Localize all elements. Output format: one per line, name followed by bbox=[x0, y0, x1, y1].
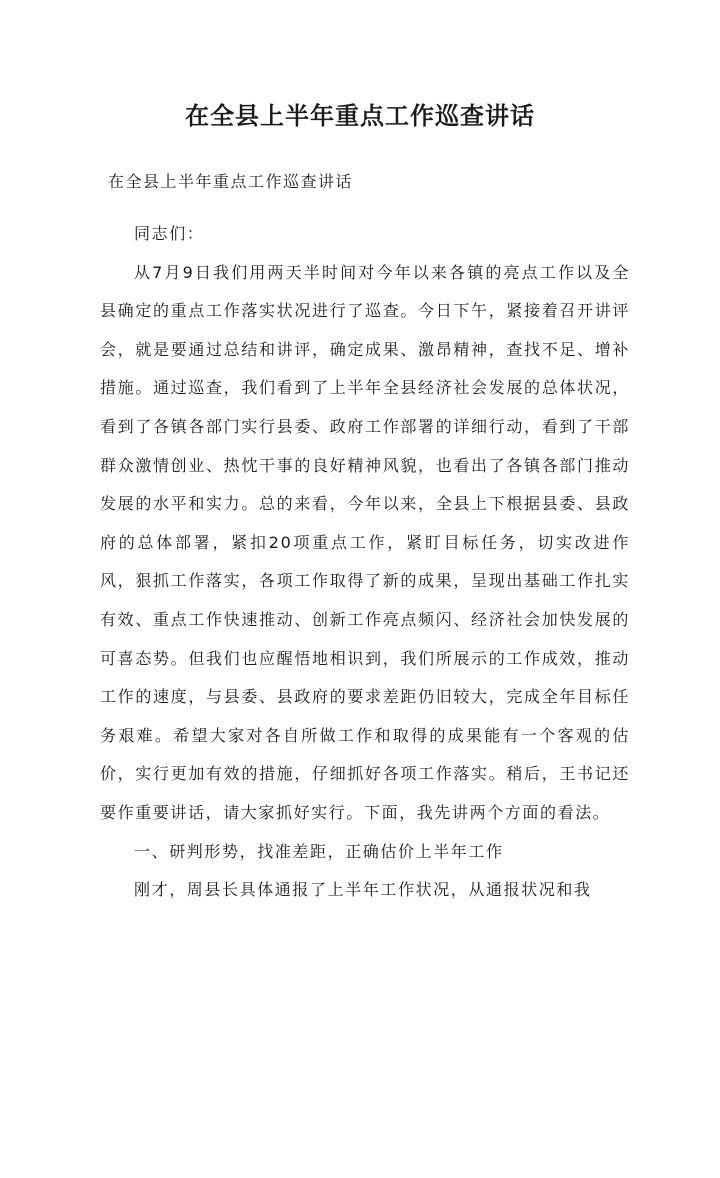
document-title: 在全县上半年重点工作巡查讲话 bbox=[185, 101, 535, 130]
paragraph-section-one: 刚才，周县长具体通报了上半年工作状况，从通报状况和我 bbox=[134, 880, 592, 900]
document-body bbox=[100, 215, 630, 910]
section-heading: 一、研判形势，找准差距，正确估价上半年工作 bbox=[134, 841, 504, 861]
document-subtitle: 在全县上半年重点工作巡查讲话 bbox=[108, 172, 354, 191]
paragraph-salutation: 同志们： bbox=[134, 224, 205, 243]
paragraph-intro: 从7月9日我们用两天半时间对今年以来各镇的亮点工作以及全县确定的重点工作落实状况进行了巡查。今日下午，紧接着召开讲评会，就是要通过总结和讲评，确定成果、激昂精神，查找不足、增补措施。通过巡查，我们看到了上半年全县经济社会发展的总体状况，看到了各镇各部门实行县委、政府工作部署的详细行动，看到了干部群众激情创业、热忱干事的良好精神风貌，也看出了各镇各部门推动发展的水平和实力。总的来看，今年以来，全县上下根据县委、县政府的总体部署，紧扣20项重点工作，紧盯目标任务，切实改进作风，狠抓工作落实，各项工作取得了新的成果，呈现出基础工作扎实有效、重点工作快速推动、创新工作亮点频闪、经济社会加快发展的可喜态势。但我们也应醒悟地相识到，我们所展示的工作成效，推动工作的速度，与县委、县政府的要求差距仍旧较大，完成全年目标任务艰难。希望大家对各自所做工作和取得的成果能有一个客观的估价，实行更加有效的措施，仔细抓好各项工作落实。稍后，王书记还要作重要讲话，请大家抓好实行。下面，我先讲两个方面的看法。 bbox=[100, 262, 630, 822]
